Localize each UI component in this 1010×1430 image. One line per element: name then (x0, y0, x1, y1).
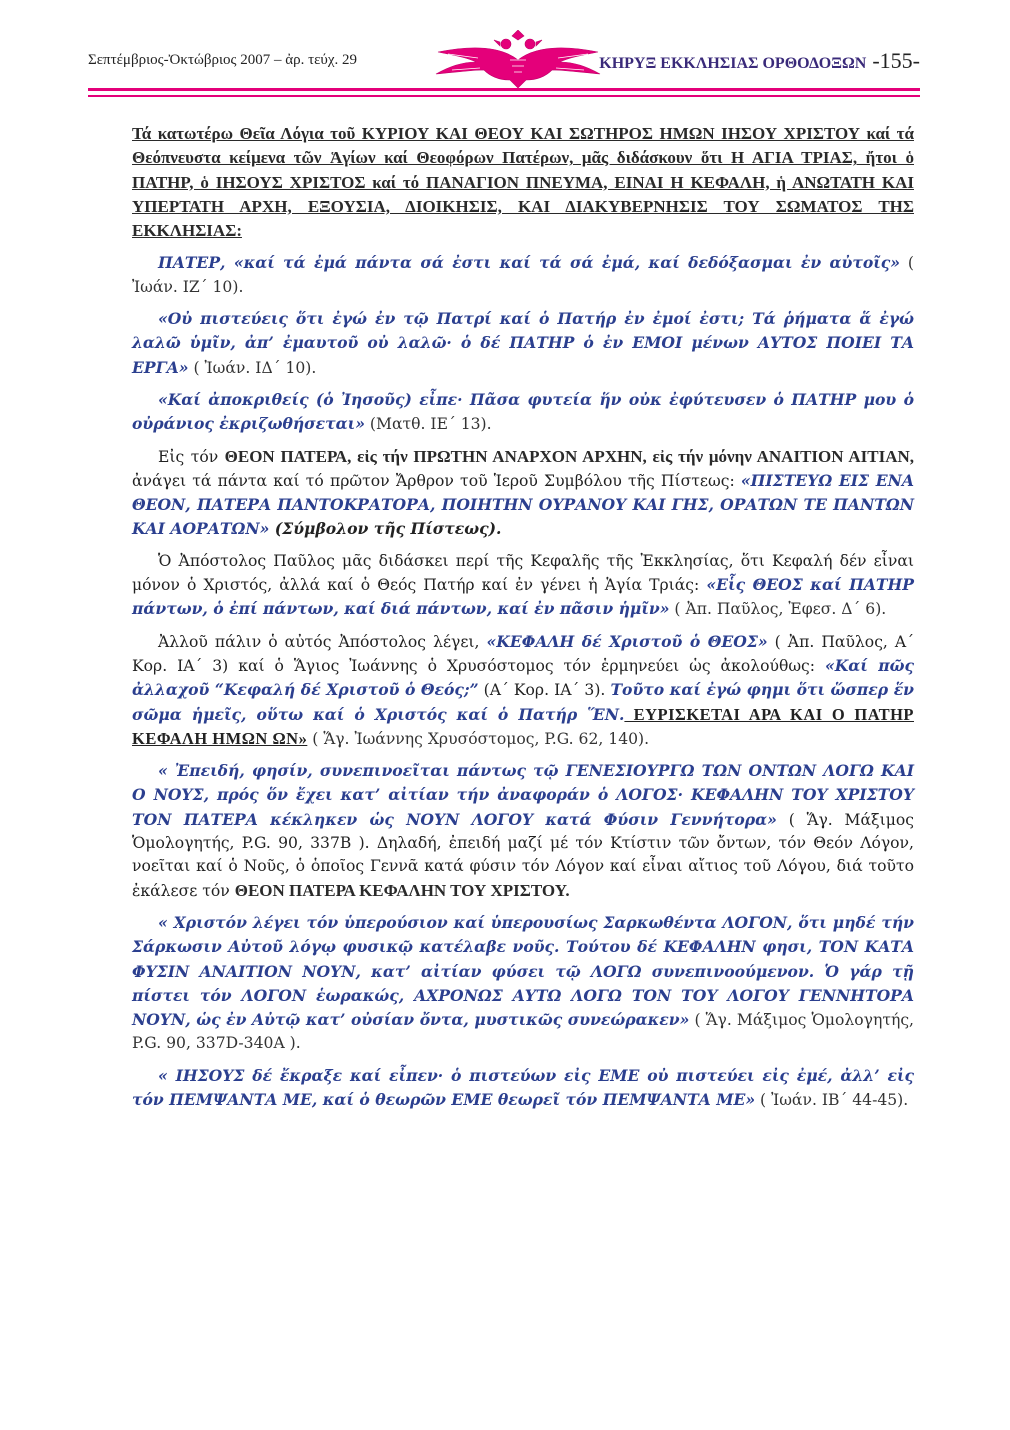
quote: « ΙΗΣΟΥΣ δέ ἔκραξε καί εἶπεν· ὁ πιστεύων εἰς ΕΜΕ οὐ πιστεύει εἰς ἐμέ, ἀλλ’ εἰς τόν ΠΕΜΨΑΝΤΑ ΜΕ, καί ὁ θεωρῶν ΕΜΕ θεωρεῖ τόν ΠΕΜΨΑΝΤΑ ΜΕ» (132, 1065, 914, 1109)
quote: ΠΑΤΕΡ, «καί τά ἐμά πάντα σά ἐστι καί τά σά ἐμά, καί δεδόξασμαι ἐν αὐτοῖς» (158, 253, 901, 273)
journal-title (599, 48, 920, 74)
citation: (Α΄ Κορ. ΙΑ΄ 3). (478, 681, 611, 700)
paragraph-8 (132, 759, 914, 903)
intro-text: Τά κατωτέρω Θεῖα Λόγια τοῦ ΚΥΡΙΟΥ ΚΑΙ ΘΕΟΥ ΚΑΙ ΣΩΤΗΡΟΣ ΗΜΩΝ ΙΗΣΟΥ ΧΡΙΣΤΟΥ καί τά Θεόπνευστα κείμενα τῶν Ἁγίων καί Θεοφόρων Πατέρων, μᾶς διδάσκουν ὅτι Η ΑΓΙΑ ΤΡΙΑΣ, ἤτοι ὁ ΠΑΤΗΡ, ὁ ΙΗΣΟΥΣ ΧΡΙΣΤΟΣ καί τό ΠΑΝΑΓΙΟΝ ΠΝΕΥΜΑ, ΕΙΝΑΙ Η ΚΕΦΑΛΗ, ἡ ΑΝΩΤΑΤΗ ΚΑΙ ΥΠΕΡΤΑΤΗ ΑΡΧΗ, ΕΞΟΥΣΙΑ, ΔΙΟΙΚΗΣΙΣ, ΚΑΙ ΔΙΑΚΥΒΕΡΝΗΣΙΣ ΤΟΥ ΣΩΜΑΤΟΣ ΤΗΣ ΕΚΚΛΗΣΙΑΣ: (132, 124, 914, 241)
header-rule-top (88, 88, 920, 91)
text: ( Ἅγ. Μάξιμος Ὁμολογητής, P.G. 90, 337Β ). Δηλαδή, ἐπειδή μαζί μέ τόν Κτίστιν τῶν ὄντων, τόν Θεόν Λόγον, νοεῖται καί ὁ Νοῦς, ὁ ὁποῖος Γεννᾶ κατά φύσιν τόν Λόγον καί εἶναι αἴτιος τοῦ Λόγου, διά τοῦτο ἐκάλεσε τόν (132, 810, 915, 900)
citation: ( Ἰωάν. ΙΒ΄ 44-45). (755, 1090, 909, 1109)
quote: «ΠΙΣΤΕΥΩ ΕΙΣ ΕΝΑ ΘΕΟΝ, ΠΑΤΕΡΑ ΠΑΝΤΟΚΡΑΤΟΡΑ, ΠΟΙΗΤΗΝ ΟΥΡΑΝΟΥ ΚΑΙ ΓΗΣ, ΟΡΑΤΩΝ ΤΕ ΠΑΝΤΩΝ ΚΑΙ ΑΟΡΑΤΩΝ» (132, 470, 914, 539)
citation: ( Ἰωάν. ΙΖ΄ 10). (132, 254, 914, 296)
article-body (132, 122, 914, 1120)
quote: «Καί ἀποκριθείς (ὁ Ἰησοῦς) εἶπε· Πᾶσα φυτεία ἥν οὐκ ἐφύτευσεν ὁ ΠΑΤΗΡ μου ὁ οὐράνιος ἐκριζωθήσεται» (132, 389, 914, 434)
text: Ἀλλοῦ πάλιν ὁ αὐτός Ἀπόστολος λέγει, (158, 632, 487, 651)
header-rule-bottom (88, 95, 920, 97)
paragraph-10 (132, 1064, 914, 1113)
text: Εἰς τόν (158, 447, 225, 466)
quote: Τοῦτο καί ἐγώ φημι ὅτι ὥσπερ ἕν σῶμα ἡμεῖς, οὕτω καί ὁ Χριστός καί ὁ Πατήρ ἝΝ. (132, 680, 914, 724)
quote: «ΚΕΦΑΛΗ δέ Χριστοῦ ὁ ΘΕΟΣ» (486, 631, 768, 651)
page-number: -155- (872, 48, 920, 73)
quote: « Ἐπειδή, φησίν, συνεπινοεῖται πάντως τῷ ΓΕΝΕΣΙΟΥΡΓΩ ΤΩΝ ΟΝΤΩΝ ΛΟΓΩ ΚΑΙ Ο ΝΟΥΣ, πρός ὅν ἔχει κατ’ αἰτίαν τήν ἀναφοράν ὁ ΛΟΓΟΣ· ΚΕΦΑΛΗΝ ΤΟΥ ΧΡΙΣΤΟΥ ΤΟΝ ΠΑΤΕΡΑ κέκληκεν ὡς ΝΟΥΝ ΛΟΓΟΥ κατά Φύσιν Γεννήτορα» (132, 761, 914, 829)
citation: ( Ἀπ. Παῦλος, Ἐφεσ. Δ΄ 6). (669, 600, 887, 619)
emphasis: ΕΥΡΙΣΚΕΤΑΙ ΑΡΑ ΚΑΙ Ο ΠΑΤΗΡ ΚΕΦΑΛΗ ΗΜΩΝ ΩΝ» (132, 704, 914, 748)
citation: (Ματθ. ΙΕ΄ 13). (364, 415, 492, 434)
quote: « Χριστόν λέγει τόν ὑπερούσιον καί ὑπερουσίως Σαρκωθέντα ΛΟΓΟΝ, ὅτι μηδέ τήν Σάρκωσιν Αὐτοῦ λόγῳ φυσικῷ κατέλαβε νοῦς. Τούτου δέ ΚΕΦΑΛΗΝ φησι, ΤΟΝ ΚΑΤΑ ΦΥΣΙΝ ΑΝΑΙΤΙΟΝ ΝΟΥΝ, κατ’ αἰτίαν φύσει τῷ ΛΟΓΩ συνεπινοούμενον. Ὁ γάρ τῇ πίστει τόν ΛΟΓΟΝ ἑωρακώς, ΑΧΡΟΝΩΣ ΑΥΤΩ ΛΟΓΩ ΤΟΝ ΤΟΥ ΛΟΓΟΥ ΓΕΝΝΗΤΟΡΑ ΝΟΥΝ, ὡς ἐν Αὐτῷ κατ’ οὐσίαν ὄντα, μυστικῶς συνεώρακεν» (132, 912, 914, 1030)
issue-date: Σεπτέμβριος-Ὀκτώβριος 2007 – ἀρ. τεύχ. 29 (88, 52, 357, 68)
quote: «Οὐ πιστεύεις ὅτι ἐγώ ἐν τῷ Πατρί καί ὁ Πατήρ ἐν ἐμοί ἐστι; Τά ῥήματα ἅ ἐγώ λαλῶ ὑμῖν, ἀπ’ ἐμαυτοῦ οὐ λαλῶ· ὁ δέ ΠΑΤΗΡ ὁ ἐν ΕΜΟΙ μένων ΑΥΤΟΣ ΠΟΙΕΙ ΤΑ ΕΡΓΑ» (132, 309, 914, 377)
paragraph-2 (132, 251, 914, 299)
page-header (88, 36, 920, 86)
double-headed-eagle-icon (418, 30, 618, 90)
emphasis: ΘΕΟΝ ΠΑΤΕΡΑ ΚΕΦΑΛΗΝ ΤΟΥ ΧΡΙΣΤΟΥ. (234, 880, 570, 900)
emphasis: ΘΕΟΝ ΠΑΤΕΡΑ, εἰς τήν ΠΡΩΤΗΝ ΑΝΑΡΧΟΝ ΑΡΧΗΝ, εἰς τήν μόνην ΑΝΑΙΤΙΟΝ ΑΙΤΙΑΝ, (224, 446, 914, 466)
citation: ( Ἅγ. Ἰωάννης Χρυσόστομος, P.G. 62, 140). (307, 729, 650, 748)
text: ἀνάγει τά πάντα καί τό πρῶτον Ἄρθρον τοῦ Ἱεροῦ Συμβόλου τῆς Πίστεως: (132, 471, 741, 490)
intro-paragraph (132, 122, 914, 243)
quote: «Εἷς ΘΕΟΣ καί ΠΑΤΗΡ πάντων, ὁ ἐπί πάντων, καί διά πάντων, καί ἐν πᾶσιν ἡμῖν» (132, 575, 914, 619)
citation: (Σύμβολον τῆς Πίστεως). (269, 519, 502, 539)
text: Ὁ Ἀπόστολος Παῦλος μᾶς διδάσκει περί τῆς Κεφαλῆς τῆς Ἐκκλησίας, ὅτι Κεφαλή δέν εἶναι μόνον ὁ Χριστός, ἀλλά καί ὁ Θεός Πατήρ καί ἐν γένει ἡ Ἁγία Τριάς: (132, 551, 914, 595)
paragraph-7 (132, 630, 914, 751)
paragraph-4 (132, 388, 914, 437)
citation: ( Ἰωάν. ΙΔ΄ 10). (188, 358, 317, 377)
text: ( Ἀπ. Παῦλος, Α΄ Κορ. ΙΑ΄ 3) καί ὁ Ἅγιος Ἰωάννης ὁ Χρυσόστομος τόν ἑρμηνεύει ὡς ἀκολούθως: (132, 632, 914, 675)
paragraph-9 (132, 911, 914, 1056)
citation: ( Ἅγ. Μάξιμος Ὁμολογητής, P.G. 90, 337D-340Α ). (132, 1011, 915, 1053)
journal-name: ΚΗΡΥΞ ΕΚΚΛΗΣΙΑΣ ΟΡΘΟΔΟΞΩΝ (599, 55, 867, 72)
paragraph-6 (132, 550, 914, 622)
paragraph-5 (132, 445, 914, 542)
quote: «Καί πῶς ἀλλαχοῦ “Κεφαλή δέ Χριστοῦ ὁ Θεός;” (132, 655, 914, 700)
paragraph-3 (132, 307, 914, 380)
